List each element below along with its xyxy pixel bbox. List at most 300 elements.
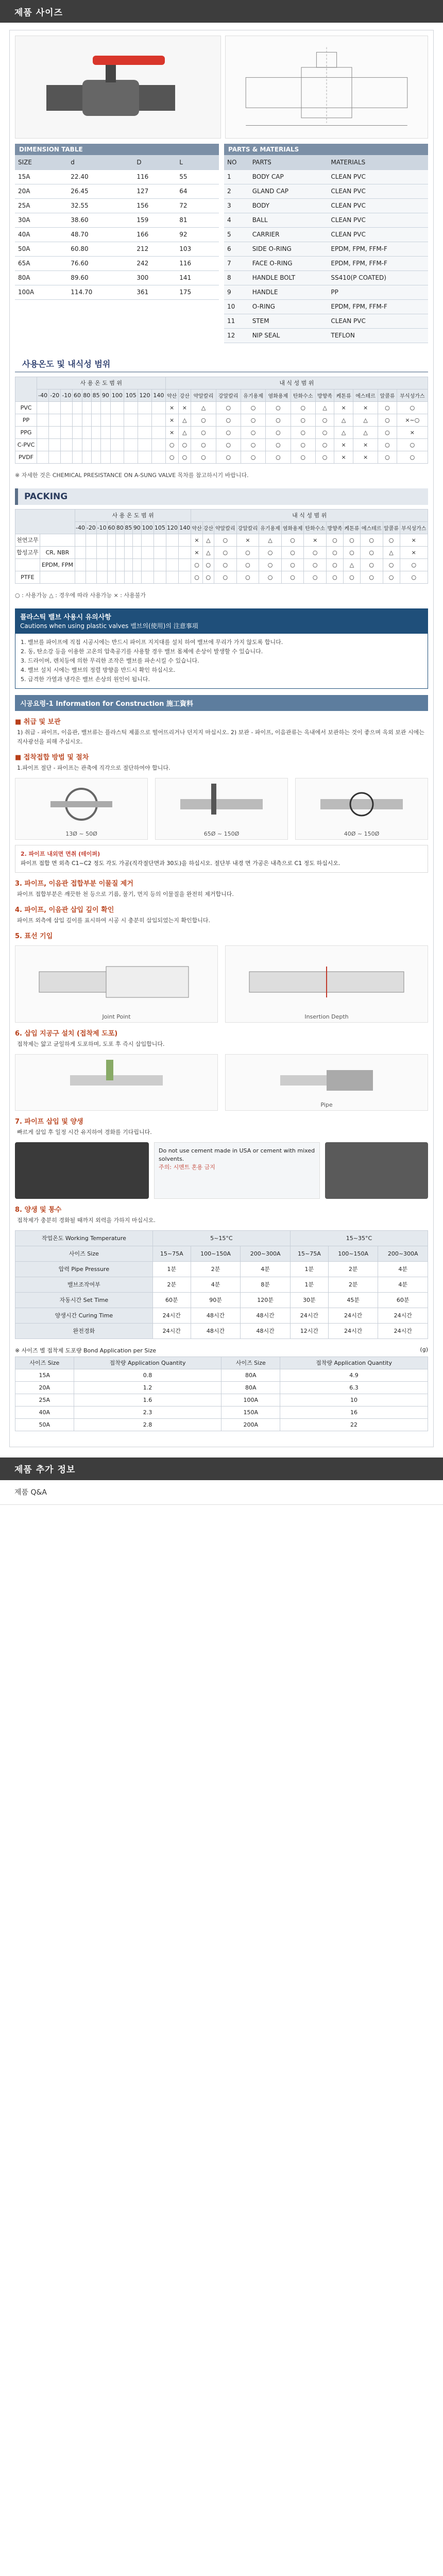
cure-cell: 24시간 [152, 1323, 191, 1338]
material-name: C-PVC [15, 438, 37, 451]
temp-col: 5~15°C [152, 1230, 290, 1246]
materials-cell: 9 [224, 285, 249, 299]
temp-cell [91, 426, 100, 438]
temp-tick: 90 [133, 521, 141, 534]
materials-cell: CLEAN PVC [328, 198, 428, 213]
resistance-mark: ○ [291, 451, 315, 463]
temp-cell [138, 451, 152, 463]
resistance-mark: × [400, 534, 428, 546]
dimension-cell: 55 [176, 170, 219, 184]
chem-note: ※ 자세한 것은 CHEMICAL PRESISTANCE ON A-SUNG VALVE 목차를 참고하시기 바랍니다. [15, 471, 249, 479]
resistance-mark: ○ [214, 546, 237, 558]
materials-header: PARTS [249, 155, 328, 170]
chamfer-title: 2. 파이프 내외면 면취 (테이퍼) [21, 850, 100, 857]
resistance-mark: ○ [266, 414, 291, 426]
materials-header: MATERIALS [328, 155, 428, 170]
cure-table-wrap [15, 1230, 428, 1339]
amount-cell: 200A [222, 1418, 280, 1431]
amount-head [15, 1344, 428, 1357]
resistance-mark: ○ [191, 414, 216, 426]
brush-icon [15, 1055, 217, 1106]
temp-cell [151, 426, 165, 438]
amount-cell: 10 [280, 1394, 428, 1406]
cure-cell: 1분 [152, 1261, 191, 1277]
materials-cell: CLEAN PVC [328, 227, 428, 242]
temp-cell [154, 558, 166, 571]
spec-sheet [9, 30, 434, 1447]
resistance-mark: ○ [241, 451, 265, 463]
resistance-mark: ○ [214, 571, 237, 583]
temp-cell [151, 414, 165, 426]
pipe-insert-icon [226, 1055, 428, 1106]
temp-cell [82, 426, 91, 438]
resistance-mark: ○ [259, 558, 282, 571]
resistance-mark: ○ [343, 571, 360, 583]
chem-name: 약알칼리 [191, 389, 216, 401]
resistance-mark: ○ [343, 534, 360, 546]
material-name: 천연고무 [15, 534, 40, 546]
amount-cell: 0.8 [74, 1369, 222, 1381]
resistance-mark: ○ [304, 558, 327, 571]
resistance-mark: × [236, 534, 259, 546]
chem-name: 약알칼리 [214, 521, 237, 534]
insertion-diagram-icon [226, 946, 428, 1018]
chem-name: 약산 [191, 521, 202, 534]
temp-cell [138, 426, 152, 438]
resistance-mark: ○ [241, 401, 265, 414]
temp-cell [107, 534, 115, 546]
chem-name: 에스테르 [360, 521, 383, 534]
dimension-cell: 15A [15, 170, 67, 184]
corner-cell [15, 377, 37, 401]
resistance-mark: ○ [266, 401, 291, 414]
caution-item: 2. 동, 탄소강 등을 이용한 고온의 압축공기를 사용할 경우 밸브 몸체에 손상이 발생할 수 있습니다. [21, 648, 263, 655]
resistance-mark: △ [178, 414, 191, 426]
resistance-mark: ○ [360, 571, 383, 583]
materials-cell: EPDM, FPM, FFM-F [328, 256, 428, 270]
temp-tick: 85 [124, 521, 132, 534]
chem-name: 방향족 [327, 521, 344, 534]
temp-cell [37, 401, 49, 414]
temp-cell [86, 558, 96, 571]
resistance-mark: ○ [241, 414, 265, 426]
cure-cell: 90분 [191, 1292, 241, 1308]
chem-name: 방향족 [315, 389, 334, 401]
amount-header: 사이즈 Size [222, 1357, 280, 1369]
temp-cell [133, 546, 141, 558]
material-sub: CR, NBR [40, 546, 75, 558]
size-label: 사이즈 Size [15, 1246, 153, 1261]
dimension-cell: 64 [176, 184, 219, 198]
temp-cell [82, 414, 91, 426]
material-name: PP [15, 414, 37, 426]
temp-cell [151, 438, 165, 451]
joint-diagram-icon [15, 946, 217, 1018]
row-label: 양생시간 Curing Time [15, 1308, 153, 1323]
resistance-mark: ○ [304, 571, 327, 583]
temp-cell [116, 571, 124, 583]
amount-cell: 1.6 [74, 1394, 222, 1406]
chem-name: 강산 [202, 521, 214, 534]
dimension-table [15, 155, 219, 300]
handling-text: 1) 취급 - 파이프, 이음관, 밸브류는 플라스틱 제품으로 떨어뜨리거나 던지지 마십시오. 2) 보관 - 파이프, 이음관류는 옥내에서 보관하는 것이 좋으며 옥외 보관 시에는 직사광선을 피해 주십시오. [17, 728, 424, 745]
size-col: 200~300A [378, 1246, 428, 1261]
bonding-text: 1.파이프 절단 - 파이프는 관축에 직각으로 절단하여야 합니다. [17, 764, 171, 771]
amount-cell: 40A [15, 1406, 74, 1418]
temp-tick: 120 [138, 389, 152, 401]
packing-resistance [10, 509, 433, 589]
chem-name: 에스테르 [353, 389, 378, 401]
chamfer-text: 파이프 접합 면 외측 C1~C2 정도 각도 가공(직각절단면과 30도)을 하십시오. 절단부 내경 면 가공은 내측으로 C1 정도 하십시오. [21, 859, 340, 867]
resistance-mark: ○ [378, 451, 397, 463]
packing-legend: ○ : 사용가능 △ : 경우에 따라 사용가능 × : 사용불가 [15, 591, 146, 599]
temp-cell [110, 438, 124, 451]
cure-cell: 24시간 [152, 1308, 191, 1323]
materials-cell: EPDM, FPM, FFM-F [328, 299, 428, 314]
resistance-mark: ○ [266, 451, 291, 463]
caution-header [15, 608, 428, 633]
amount-table [15, 1357, 428, 1431]
table-row [224, 328, 428, 343]
table-row [15, 1418, 428, 1431]
temp-cell [82, 401, 91, 414]
resistance-mark: ○ [400, 571, 428, 583]
materials-cell: 5 [224, 227, 249, 242]
resistance-mark: ○ [266, 438, 291, 451]
dimension-cell: 80A [15, 270, 67, 285]
materials-cell: 7 [224, 256, 249, 270]
cure-cell: 4분 [241, 1261, 291, 1277]
temp-cell [37, 414, 49, 426]
dimension-cell: 40A [15, 227, 67, 242]
resistance-mark: ○ [383, 571, 400, 583]
table-row [15, 414, 428, 426]
materials-cell: 12 [224, 328, 249, 343]
dimension-cell: 22.40 [67, 170, 133, 184]
qa-label: 제품 Q&A [14, 1488, 47, 1497]
temp-cell [151, 401, 165, 414]
resistance-mark: △ [202, 534, 214, 546]
resistance-mark: △ [353, 426, 378, 438]
materials-cell: 10 [224, 299, 249, 314]
resistance-mark: ○ [343, 546, 360, 558]
materials-cell: HANDLE BOLT [249, 270, 328, 285]
resistance-mark: ○ [378, 414, 397, 426]
temp-cell [107, 546, 115, 558]
temp-cell [166, 546, 178, 558]
temp-cell [133, 534, 141, 546]
dimension-cell: 212 [133, 242, 176, 256]
material-sub [40, 571, 75, 583]
resistance-mark: △ [191, 401, 216, 414]
amount-cell: 2.8 [74, 1418, 222, 1431]
cement-text: 접착제는 얇고 균일하게 도포하며, 도포 후 즉시 삽입합니다. [17, 1040, 165, 1047]
temp-cell [133, 571, 141, 583]
material-name [15, 558, 40, 571]
insert-title: 7. 파이프 삽입 및 양생 [15, 1117, 83, 1126]
product-size-header [0, 0, 443, 23]
materials-cell: GLAND CAP [249, 184, 328, 198]
resistance-mark: ○ [281, 546, 304, 558]
materials-table [224, 155, 428, 343]
dimension-table-wrap [15, 144, 219, 343]
table-row [224, 299, 428, 314]
table-row [15, 1406, 428, 1418]
temp-header: 사 용 온 도 범 위 [37, 377, 166, 389]
caution-item: 3. 드라이버, 렌치등에 의한 무리한 조작은 밸브를 파손시킬 수 있습니다. [21, 657, 199, 664]
table-row [15, 546, 428, 558]
caution-item: 1. 밸브를 파이프에 직접 시공시에는 반드시 파이프 지지대를 설치 하여 밸브에 무리가 가지 않도록 합니다. [21, 638, 283, 646]
table-row [15, 198, 219, 213]
photo-strip [15, 1142, 428, 1199]
resistance-mark: × [334, 401, 353, 414]
cutting-figures [15, 778, 428, 840]
resistance-mark: ○ [236, 546, 259, 558]
resistance-mark: × [165, 426, 178, 438]
temp-cell [86, 534, 96, 546]
temp-cell [166, 558, 178, 571]
resistance-mark: ○ [259, 571, 282, 583]
temp-cell [86, 546, 96, 558]
dimension-cell: 100A [15, 285, 67, 299]
materials-cell: 11 [224, 314, 249, 328]
material-sub [40, 534, 75, 546]
dimension-header: D [133, 155, 176, 170]
resistance-mark: ○ [214, 534, 237, 546]
size-col: 100~150A [191, 1246, 241, 1261]
table-row [224, 285, 428, 299]
temp-cell [110, 414, 124, 426]
temp-cell [124, 558, 132, 571]
materials-cell: SS410(P COATED) [328, 270, 428, 285]
dimension-cell: 114.70 [67, 285, 133, 299]
chem-name: 유기용제 [241, 389, 265, 401]
resistance-mark: × [353, 438, 378, 451]
temp-tick: 90 [101, 389, 110, 401]
mark-title: 5. 표선 기입 [15, 932, 53, 940]
temp-cell [124, 546, 132, 558]
resistance-mark: ○ [360, 546, 383, 558]
bonding-title: ■ 접착접합 방법 및 절차 [15, 753, 89, 761]
temp-cell [49, 451, 61, 463]
temp-cell [96, 571, 107, 583]
temp-cell [179, 558, 191, 571]
resistance-mark: ○ [281, 534, 304, 546]
cure-cell: 4분 [378, 1277, 428, 1292]
table-row [15, 438, 428, 451]
temp-tick: 140 [179, 521, 191, 534]
fig-caption-2: 65Ø ~ 150Ø [203, 830, 240, 837]
resistance-mark: ○ [165, 451, 178, 463]
valve-photo-icon [15, 36, 220, 138]
temp-cell [75, 571, 86, 583]
resistance-mark: × [165, 414, 178, 426]
resistance-mark: ○ [259, 546, 282, 558]
temp-cell [82, 438, 91, 451]
row-label: 완전경화 [15, 1323, 153, 1338]
resistance-mark: ○ [327, 571, 344, 583]
amount-header: 접착량 Application Quantity [74, 1357, 222, 1369]
fig-caption-1: 13Ø ~ 50Ø [65, 830, 97, 837]
cure-cell: 2분 [328, 1277, 378, 1292]
temp-cell [91, 401, 100, 414]
temp-cell [154, 534, 166, 546]
cure-cell: 48시간 [191, 1323, 241, 1338]
temp-header: 사 용 온 도 범 위 [75, 509, 191, 521]
temp-cell [61, 414, 73, 426]
temp-tick: 105 [154, 521, 166, 534]
table-row [15, 1394, 428, 1406]
temp-cell [154, 571, 166, 583]
caution-item: 4. 밸브 설치 시에는 밸브의 정렬 방향을 반드시 확인 하십시오. [21, 666, 176, 673]
temp-cell [49, 401, 61, 414]
table-row [15, 256, 219, 270]
material-name: PPG [15, 426, 37, 438]
resistance-mark: ○ [383, 534, 400, 546]
table-row [224, 227, 428, 242]
resistance-mark: ○ [236, 558, 259, 571]
materials-cell: CLEAN PVC [328, 314, 428, 328]
resistance-mark: × [397, 426, 428, 438]
temp-cell [37, 451, 49, 463]
temp-cell [61, 438, 73, 451]
table-row [15, 227, 219, 242]
resistance-mark: ○ [241, 426, 265, 438]
temp-cell [141, 558, 154, 571]
temp-cell [124, 401, 138, 414]
dimension-cell: 116 [133, 170, 176, 184]
materials-cell: BODY [249, 198, 328, 213]
material-name: PVDF [15, 451, 37, 463]
fig-joint [15, 945, 218, 1023]
chem-name: 염화용제 [281, 521, 304, 534]
materials-cell: EPDM, FPM, FFM-F [328, 242, 428, 256]
packing-table [15, 509, 428, 584]
temp-tick: 60 [73, 389, 82, 401]
amount-cell: 80A [222, 1381, 280, 1394]
table-row [224, 270, 428, 285]
material-name: PTFE [15, 571, 40, 583]
table-row [15, 401, 428, 414]
temp-cell [138, 401, 152, 414]
materials-header: NO [224, 155, 249, 170]
cure-cell: 1분 [290, 1261, 328, 1277]
resistance-mark: ○ [202, 571, 214, 583]
materials-cell: 3 [224, 198, 249, 213]
resistance-mark: ○ [191, 438, 216, 451]
dimension-cell: 38.60 [67, 213, 133, 227]
resistance-mark: × [334, 451, 353, 463]
resistance-mark: ×~○ [397, 414, 428, 426]
resistance-mark: × [334, 438, 353, 451]
resistance-mark: ○ [327, 546, 344, 558]
dimension-cell: 76.60 [67, 256, 133, 270]
resistance-mark: ○ [216, 414, 241, 426]
chain-cutter-icon [296, 778, 428, 830]
temp-cell [116, 558, 124, 571]
temp-tick: 80 [116, 521, 124, 534]
fig-cement-1 [15, 1054, 218, 1111]
resistance-mark: △ [202, 546, 214, 558]
insertion-label: Insertion Depth [304, 1013, 349, 1020]
cement-figures [15, 1054, 428, 1111]
temp-col: 15~35°C [290, 1230, 428, 1246]
table-row [224, 242, 428, 256]
resistance-mark: △ [343, 558, 360, 571]
temp-tick: 100 [141, 521, 154, 534]
temp-cell [73, 438, 82, 451]
temp-tick: 140 [151, 389, 165, 401]
chem-name: 강산 [178, 389, 191, 401]
chem-name: 유기용제 [259, 521, 282, 534]
amount-cell: 25A [15, 1394, 74, 1406]
cure-cell: 24시간 [328, 1308, 378, 1323]
resistance-mark: ○ [397, 451, 428, 463]
section-title: 제품 사이즈 [14, 7, 63, 18]
materials-cell: 6 [224, 242, 249, 256]
materials-cell: CLEAN PVC [328, 213, 428, 227]
temp-tick: -40 [37, 389, 49, 401]
materials-table-title: PARTS & MATERIALS [224, 144, 428, 155]
amount-cell: 22 [280, 1418, 428, 1431]
cure-cell: 4분 [378, 1261, 428, 1277]
caution-item: 5. 급격한 가열과 냉각은 밸브 손상의 원인이 됩니다. [21, 675, 150, 683]
temp-cell [154, 546, 166, 558]
temp-cell [110, 426, 124, 438]
table-row [224, 184, 428, 198]
materials-cell: 4 [224, 213, 249, 227]
amount-cell: 100A [222, 1394, 280, 1406]
resistance-mark: △ [334, 426, 353, 438]
resistance-mark: ○ [178, 451, 191, 463]
temp-tick: 100 [110, 389, 124, 401]
technical-drawing [225, 36, 428, 139]
materials-cell: 2 [224, 184, 249, 198]
dimension-cell: 242 [133, 256, 176, 270]
resistance-mark: ○ [378, 426, 397, 438]
temp-tick: 80 [82, 389, 91, 401]
temp-cell [91, 451, 100, 463]
resistance-mark: ○ [315, 414, 334, 426]
temp-cell [37, 438, 49, 451]
temp-cell [75, 546, 86, 558]
size-col: 15~75A [290, 1246, 328, 1261]
resistance-mark: ○ [202, 558, 214, 571]
temp-cell [179, 571, 191, 583]
temp-cell [49, 414, 61, 426]
temp-cell [124, 571, 132, 583]
saw-icon [156, 778, 287, 830]
temp-cell [49, 438, 61, 451]
size-col: 200~300A [241, 1246, 291, 1261]
temp-tick: -10 [61, 389, 73, 401]
temp-cell [75, 534, 86, 546]
resistance-mark: ○ [216, 438, 241, 451]
qa-tab[interactable] [0, 1480, 443, 1505]
resistance-mark: ○ [304, 546, 327, 558]
temp-cell [141, 534, 154, 546]
temp-cell [101, 438, 110, 451]
materials-cell: FACE O-RING [249, 256, 328, 270]
resistance-mark: ○ [378, 401, 397, 414]
row-label: 밸브조작여부 [15, 1277, 153, 1292]
dimension-cell: 72 [176, 198, 219, 213]
temp-cell [101, 414, 110, 426]
resistance-mark: ○ [178, 438, 191, 451]
cure-cell: 30분 [290, 1292, 328, 1308]
dimension-cell: 20A [15, 184, 67, 198]
temp-cell [116, 534, 124, 546]
